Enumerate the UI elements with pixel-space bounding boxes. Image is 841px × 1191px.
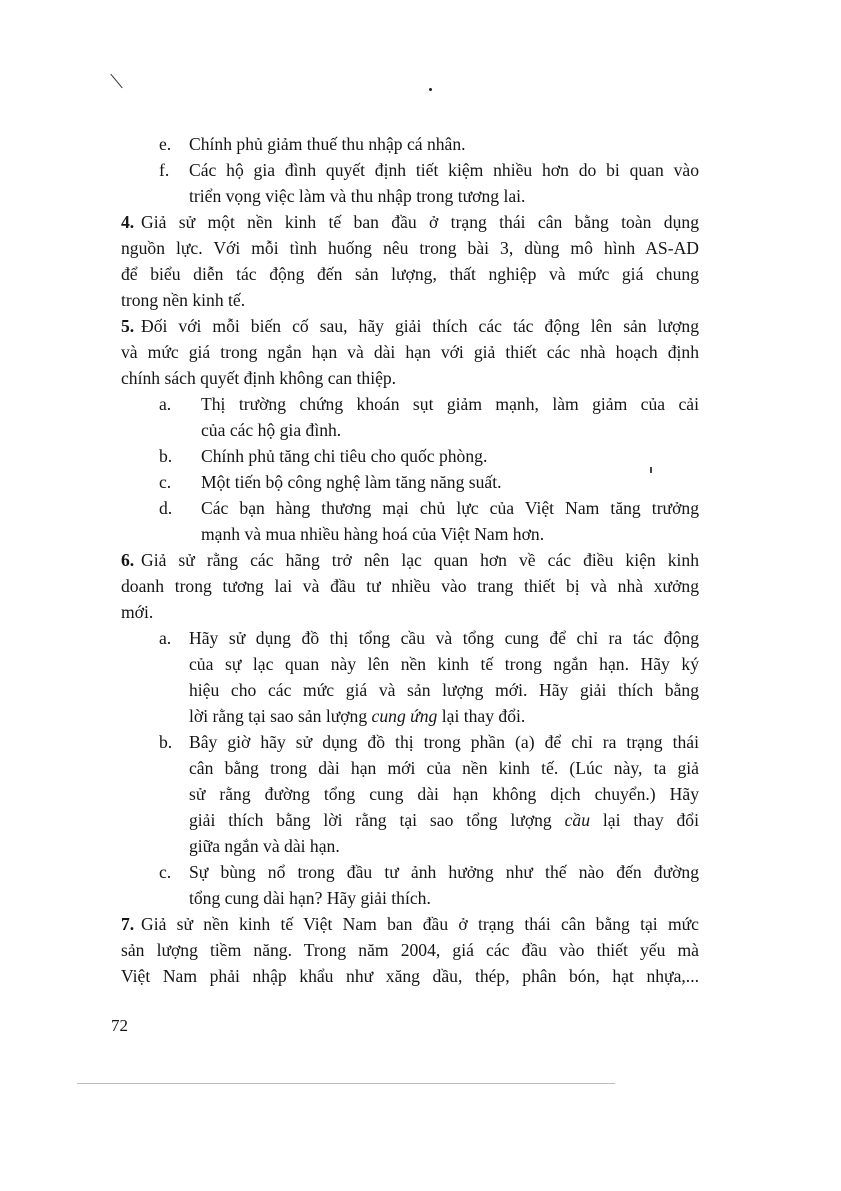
question-number: 7. xyxy=(121,914,135,934)
question-text: chính sách quyết định không can thiệp. xyxy=(121,368,397,388)
item-text: cân bằng trong dài hạn mới của nền kinh tế. (Lúc này, ta giả xyxy=(189,758,699,778)
scan-dot xyxy=(429,88,432,91)
question-text: Việt Nam phải nhập khẩu như xăng dầu, thép, phân bón, hạt nhựa,... xyxy=(121,966,699,986)
item-text: của các hộ gia đình. xyxy=(201,420,342,440)
question-number: 6. xyxy=(121,550,135,570)
question-text: và mức giá trong ngắn hạn và dài hạn với giả thiết các nhà hoạch định xyxy=(121,342,699,362)
item-text: Chính phủ tăng chi tiêu cho quốc phòng. xyxy=(201,446,488,466)
item-text xyxy=(189,807,699,833)
question-text: Đối với mỗi biến cố sau, hãy giải thích các tác động lên sản lượng xyxy=(141,316,699,336)
item-text: Các bạn hàng thương mại chủ lực của Việt Nam tăng trưởng xyxy=(201,498,699,518)
scan-mark xyxy=(650,467,652,473)
emphasis-text: cầu xyxy=(564,810,591,830)
question-number: 5. xyxy=(121,316,135,336)
item-text: Một tiến bộ công nghệ làm tăng năng suất. xyxy=(201,472,502,492)
text-run: lại thay đổi. xyxy=(437,706,526,726)
item-label: f. xyxy=(159,160,170,180)
item-text: của sự lạc quan này lên nền kinh tế trong ngắn hạn. Hãy ký xyxy=(189,654,699,674)
item-text: triển vọng việc làm và thu nhập trong tương lai. xyxy=(189,186,526,206)
item-label: a. xyxy=(159,628,172,648)
question-text: trong nền kinh tế. xyxy=(121,290,246,310)
question-text: Giả sử rằng các hãng trở nên lạc quan hơn về các điều kiện kinh xyxy=(141,550,699,570)
item-label: c. xyxy=(159,472,172,492)
item-label: e. xyxy=(159,134,172,154)
question-number: 4. xyxy=(121,212,135,232)
text-run: lại thay đổi xyxy=(590,810,699,830)
item-text: mạnh và mua nhiều hàng hoá của Việt Nam hơn. xyxy=(201,524,545,544)
item-label: a. xyxy=(159,394,172,414)
question-text: Giả sử một nền kinh tế ban đầu ở trạng thái cân bằng toàn dụng xyxy=(141,212,699,232)
item-text: Hãy sử dụng đồ thị tổng cầu và tổng cung để chỉ ra tác động xyxy=(189,628,699,648)
item-text: Thị trường chứng khoán sụt giảm mạnh, làm giảm của cải xyxy=(201,394,699,414)
question-text: Giả sử nền kinh tế Việt Nam ban đầu ở trạng thái cân bằng tại mức xyxy=(141,914,699,934)
question-text: nguồn lực. Với mỗi tình huống nêu trong bài 3, dùng mô hình AS-AD xyxy=(121,238,699,258)
scan-mark xyxy=(110,74,122,88)
question-text: mới. xyxy=(121,602,154,622)
text-run: lời rằng tại sao sản lượng xyxy=(189,706,372,726)
question-text: để biểu diễn tác động đến sản lượng, thất nghiệp và mức giá chung xyxy=(121,264,699,284)
item-text: giữa ngắn và dài hạn. xyxy=(189,836,340,856)
item-text: Chính phủ giảm thuế thu nhập cá nhân. xyxy=(189,134,466,154)
item-label: d. xyxy=(159,498,173,518)
item-text: Sự bùng nổ trong đầu tư ảnh hưởng như thế nào đến đường xyxy=(189,862,699,882)
question-text: sản lượng tiềm năng. Trong năm 2004, giá các đầu vào thiết yếu mà xyxy=(121,940,699,960)
item-label: b. xyxy=(159,732,173,752)
item-text: hiệu cho các mức giá và sản lượng mới. Hãy giải thích bằng xyxy=(189,680,699,700)
item-label: c. xyxy=(159,862,172,882)
item-text: Các hộ gia đình quyết định tiết kiệm nhiều hơn do bi quan vào xyxy=(189,160,699,180)
item-text: tổng cung dài hạn? Hãy giải thích. xyxy=(189,888,431,908)
page-number: 72 xyxy=(111,1016,128,1035)
emphasis-text: cung ứng xyxy=(371,706,438,726)
footer-rule xyxy=(77,1083,615,1084)
question-text: doanh trong tương lai và đầu tư nhiều vào trang thiết bị và nhà xưởng xyxy=(121,576,699,596)
item-text: sử rằng đường tổng cung dài hạn không dịch chuyển.) Hãy xyxy=(189,784,699,804)
text-run: giải thích bằng lời rằng tại sao tổng lượng xyxy=(189,810,565,830)
item-text: Bây giờ hãy sử dụng đồ thị trong phần (a) để chỉ ra trạng thái xyxy=(189,732,699,752)
item-label: b. xyxy=(159,446,173,466)
item-text xyxy=(189,703,525,729)
